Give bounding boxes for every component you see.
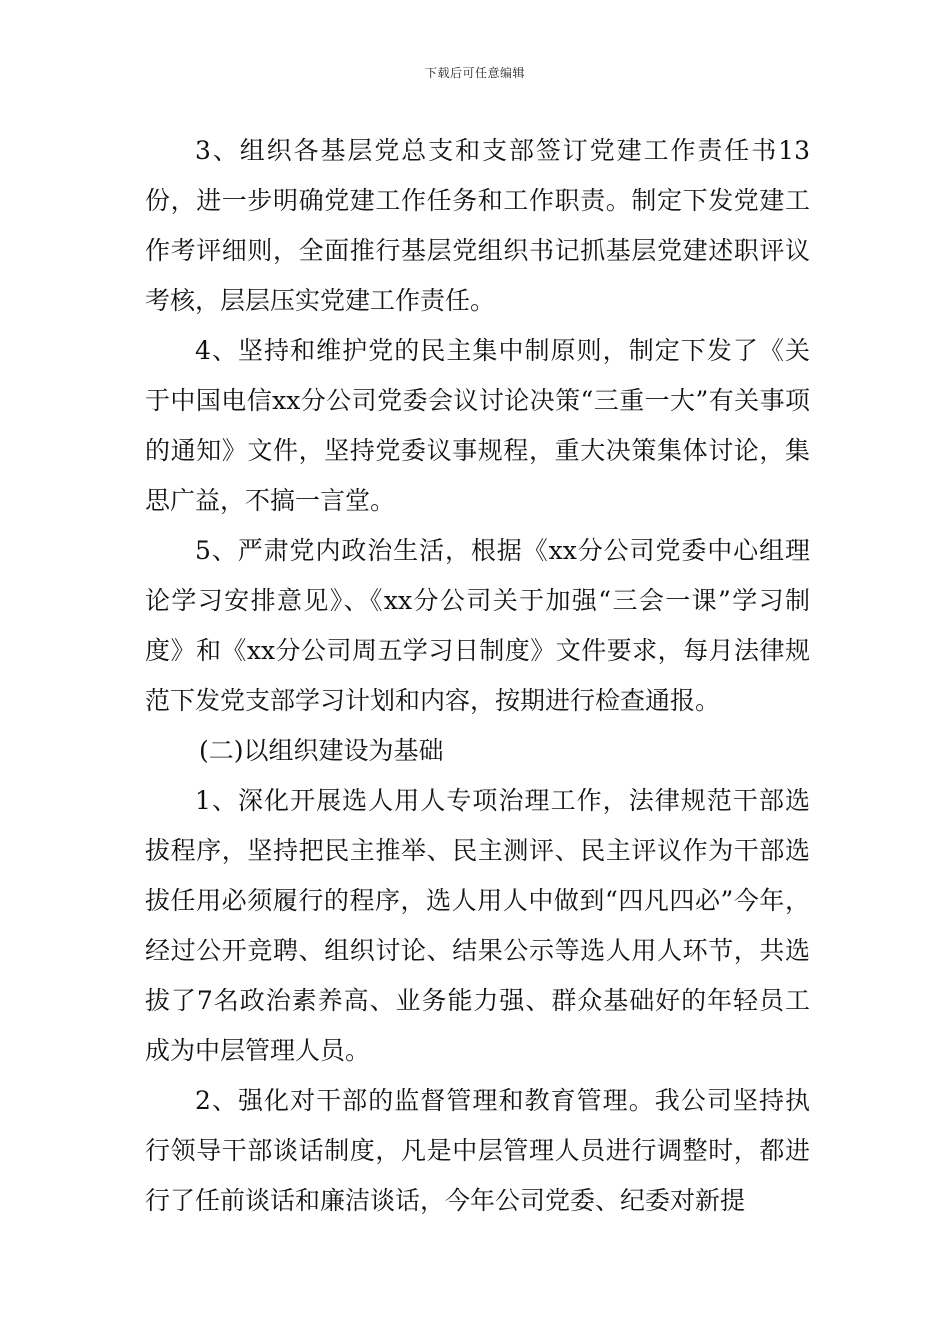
paragraph-item-5: 5、严肃党内政治生活，根据《xx分公司党委中心组理论学习安排意见》、《xx分公司关于加强“三会一课”学习制度》和《xx分公司周五学习日制度》文件要求，每月法律规范下发党支部学习计划和内容，按期进行检查通报。 — [145, 536, 810, 715]
header-note: 下载后可任意编辑 — [424, 66, 525, 80]
section-heading: (二)以组织建设为基础 — [199, 736, 444, 765]
paragraph-section2-item-1: 1、深化开展选人用人专项治理工作，法律规范干部选拔程序，坚持把民主推举、民主测评、民主评议作为干部选拔任用必须履行的程序，选人用人中做到“四凡四必”今年，经过公开竞聘、组织讨论、结果公示等选人用人环节，共选拔了7名政治素养高、业务能力强、群众基础好的年轻员工成为中层管理人员。 — [145, 786, 810, 1065]
paragraph-section2-item-2: 2、强化对干部的监督管理和教育管理。我公司坚持执行领导干部谈话制度，凡是中层管理人员进行调整时，都进行了任前谈话和廉洁谈话，今年公司党委、纪委对新提 — [145, 1086, 810, 1215]
document-body — [145, 126, 810, 1226]
paragraph-item-3: 3、组织各基层党总支和支部签订党建工作责任书13份，进一步明确党建工作任务和工作职责。制定下发党建工作考评细则，全面推行基层党组织书记抓基层党建述职评议考核，层层压实党建工作责任。 — [145, 136, 810, 315]
paragraph-item-4: 4、坚持和维护党的民主集中制原则，制定下发了《关于中国电信xx分公司党委会议讨论决策“三重一大”有关事项的通知》文件，坚持党委议事规程，重大决策集体讨论，集思广益，不搞一言堂。 — [145, 336, 810, 515]
